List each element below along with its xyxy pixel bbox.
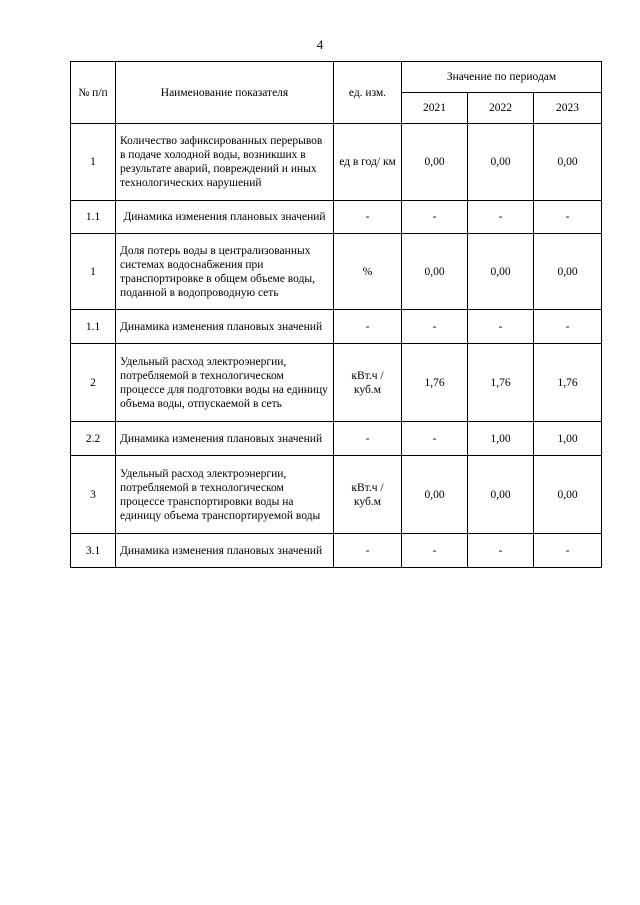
value-2021: - xyxy=(402,310,468,344)
unit-cell: - xyxy=(334,201,402,234)
page-number: 4 xyxy=(316,37,324,52)
value-2023: 1,76 xyxy=(534,344,602,422)
value-2022: - xyxy=(468,201,534,234)
indicators-table xyxy=(70,61,602,568)
unit-cell: % xyxy=(334,234,402,310)
value-2022: - xyxy=(468,310,534,344)
value-2023: - xyxy=(534,534,602,568)
row-number: 1.1 xyxy=(71,310,116,344)
value-2021: 1,76 xyxy=(402,344,468,422)
indicator-name: Количество зафиксированных перерывов в подаче холодной воды, возникших в результате аварий, повреждений и иных технологических нарушений xyxy=(116,124,334,201)
header-year: 2023 xyxy=(534,93,602,124)
value-2023: 0,00 xyxy=(534,234,602,310)
value-2023: 0,00 xyxy=(534,456,602,534)
value-2021: - xyxy=(402,201,468,234)
row-number: 1.1 xyxy=(71,201,116,234)
table-row xyxy=(71,344,602,422)
indicator-name: Динамика изменения плановых значений xyxy=(116,310,334,344)
indicator-name: Доля потерь воды в централизованных системах водоснабжения при транспортировке в общем объеме воды, поданной в водопроводную сеть xyxy=(116,234,334,310)
value-2021: - xyxy=(402,422,468,456)
header-year: 2022 xyxy=(468,93,534,124)
unit-cell: ед в год/ км xyxy=(334,124,402,201)
value-2022: - xyxy=(468,534,534,568)
header-year: 2021 xyxy=(402,93,468,124)
value-2021: 0,00 xyxy=(402,124,468,201)
header-unit: ед. изм. xyxy=(334,62,402,124)
row-number: 1 xyxy=(71,124,116,201)
value-2021: 0,00 xyxy=(402,234,468,310)
value-2022: 1,76 xyxy=(468,344,534,422)
table-row xyxy=(71,234,602,310)
row-number: 2 xyxy=(71,344,116,422)
header-num: № п/п xyxy=(71,62,116,124)
unit-cell: - xyxy=(334,534,402,568)
row-number: 1 xyxy=(71,234,116,310)
value-2023: - xyxy=(534,201,602,234)
value-2021: 0,00 xyxy=(402,456,468,534)
row-number: 3.1 xyxy=(71,534,116,568)
value-2023: 0,00 xyxy=(534,124,602,201)
indicator-name: Удельный расход электроэнергии, потребляемой в технологическом процессе транспортировки воды на единицу объема транспортируемой воды xyxy=(116,456,334,534)
indicator-name: Удельный расход электроэнергии, потребляемой в технологическом процессе для подготовки воды на единицу объема воды, отпускаемой в сеть xyxy=(116,344,334,422)
row-number: 3 xyxy=(71,456,116,534)
table-row xyxy=(71,422,602,456)
unit-cell: кВт.ч / куб.м xyxy=(334,344,402,422)
table-row xyxy=(71,456,602,534)
unit-cell: - xyxy=(334,310,402,344)
value-2022: 0,00 xyxy=(468,456,534,534)
row-number: 2.2 xyxy=(71,422,116,456)
unit-cell: кВт.ч / куб.м xyxy=(334,456,402,534)
value-2022: 0,00 xyxy=(468,234,534,310)
table-row xyxy=(71,310,602,344)
table-row xyxy=(71,201,602,234)
table-row xyxy=(71,534,602,568)
value-2021: - xyxy=(402,534,468,568)
indicator-name: Динамика изменения плановых значений xyxy=(116,201,334,234)
value-2023: 1,00 xyxy=(534,422,602,456)
value-2023: - xyxy=(534,310,602,344)
value-2022: 1,00 xyxy=(468,422,534,456)
value-2022: 0,00 xyxy=(468,124,534,201)
header-name: Наименование показателя xyxy=(116,62,334,124)
unit-cell: - xyxy=(334,422,402,456)
table-row xyxy=(71,124,602,201)
header-periods: Значение по периодам xyxy=(402,62,602,93)
indicator-name: Динамика изменения плановых значений xyxy=(116,422,334,456)
indicator-name: Динамика изменения плановых значений xyxy=(116,534,334,568)
